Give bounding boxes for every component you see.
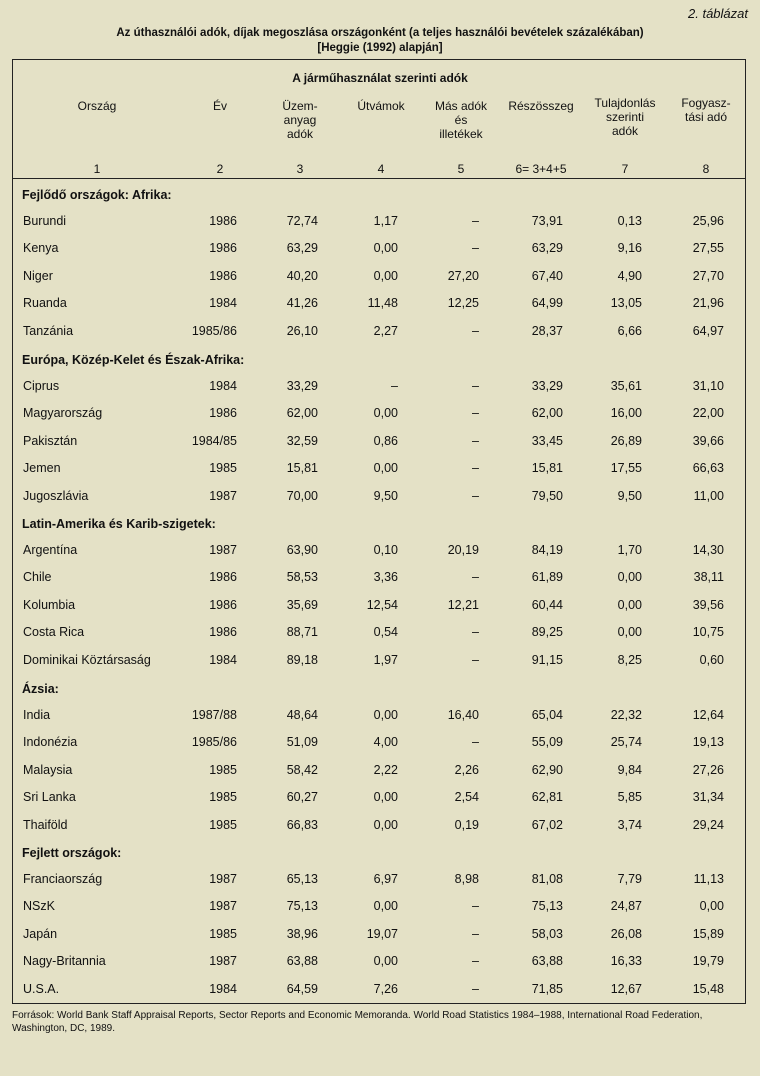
value-cell: 58,03 bbox=[531, 926, 563, 941]
value-cell: – bbox=[472, 570, 479, 585]
country-cell: U.S.A. bbox=[23, 981, 60, 996]
value-cell: 0,54 bbox=[373, 625, 398, 640]
value-cell: 66,63 bbox=[692, 461, 724, 476]
value-cell: – bbox=[472, 214, 479, 228]
value-cell: – bbox=[472, 323, 479, 338]
value-cell: 1,70 bbox=[617, 543, 642, 557]
value-cell: 55,09 bbox=[531, 735, 563, 750]
table-number: 2. táblázat bbox=[688, 6, 748, 21]
value-cell: 27,55 bbox=[692, 241, 724, 256]
value-cell: 15,81 bbox=[286, 461, 318, 476]
country-cell: Kenya bbox=[23, 241, 59, 256]
country-cell: Malaysia bbox=[23, 762, 73, 777]
value-cell: 0,00 bbox=[373, 406, 398, 421]
value-cell: 1985/86 bbox=[191, 323, 237, 338]
value-cell: 63,90 bbox=[286, 543, 318, 557]
value-cell: 25,96 bbox=[692, 214, 724, 228]
value-cell: 24,87 bbox=[610, 899, 642, 914]
value-cell: – bbox=[472, 735, 479, 750]
value-cell: 3,74 bbox=[617, 817, 642, 832]
value-cell: 0,00 bbox=[373, 790, 398, 805]
table-title: Az úthasználói adók, díjak megoszlása országonként (a teljes használói bevételek százalékában) bbox=[116, 27, 644, 39]
value-cell: 33,45 bbox=[531, 433, 563, 448]
group-header: A járműhasználat szerinti adók bbox=[292, 71, 468, 85]
value-cell: 1987/88 bbox=[191, 708, 237, 722]
value-cell: 1987 bbox=[209, 488, 237, 503]
value-cell: 81,08 bbox=[531, 872, 563, 886]
column-number-8: 8 bbox=[702, 162, 710, 176]
value-cell: 1984 bbox=[209, 981, 237, 996]
value-cell: 1986 bbox=[209, 268, 237, 283]
value-cell: 1984 bbox=[209, 379, 237, 393]
value-cell: – bbox=[472, 433, 479, 448]
value-cell: 62,90 bbox=[531, 762, 563, 777]
value-cell: 15,89 bbox=[692, 926, 724, 941]
value-cell: 61,89 bbox=[531, 570, 563, 585]
value-cell: 12,67 bbox=[610, 981, 642, 996]
value-cell: – bbox=[472, 488, 479, 503]
value-cell: 35,69 bbox=[286, 597, 318, 612]
value-cell: – bbox=[472, 461, 479, 476]
value-cell: 2,54 bbox=[454, 790, 479, 805]
country-cell: Jugoszlávia bbox=[23, 488, 89, 503]
value-cell: 79,50 bbox=[531, 488, 563, 503]
country-cell: NSzK bbox=[23, 899, 55, 914]
value-cell: 1987 bbox=[209, 872, 237, 886]
value-cell: 16,00 bbox=[610, 406, 642, 421]
column-header-7: Tulajdonlás szerinti adók bbox=[594, 96, 656, 138]
column-header-2: Év bbox=[212, 99, 227, 113]
header-separator bbox=[12, 178, 746, 179]
value-cell: – bbox=[472, 926, 479, 941]
value-cell: 12,25 bbox=[447, 296, 479, 311]
value-cell: 62,81 bbox=[531, 790, 563, 805]
value-cell: 65,13 bbox=[286, 872, 318, 886]
value-cell: 26,10 bbox=[286, 323, 318, 338]
value-cell: 12,21 bbox=[447, 597, 479, 612]
value-cell: 27,26 bbox=[692, 762, 724, 777]
value-cell: 89,18 bbox=[286, 652, 318, 667]
value-cell: 84,19 bbox=[531, 543, 563, 557]
value-cell: 38,11 bbox=[693, 570, 724, 585]
value-cell: 8,98 bbox=[454, 872, 479, 886]
value-cell: 25,74 bbox=[610, 735, 642, 750]
country-cell: Ruanda bbox=[23, 296, 67, 311]
value-cell: 4,00 bbox=[373, 735, 398, 750]
value-cell: 2,22 bbox=[373, 762, 398, 777]
value-cell: 1985 bbox=[209, 790, 237, 805]
country-cell: Niger bbox=[23, 268, 53, 283]
value-cell: 35,61 bbox=[610, 379, 642, 393]
value-cell: 22,00 bbox=[692, 406, 724, 421]
value-cell: – bbox=[472, 379, 479, 393]
value-cell: – bbox=[391, 379, 398, 393]
value-cell: 1986 bbox=[209, 241, 237, 256]
value-cell: 7,26 bbox=[373, 981, 398, 996]
value-cell: 20,19 bbox=[447, 543, 479, 557]
country-cell: Franciaország bbox=[23, 872, 103, 886]
value-cell: 2,26 bbox=[454, 762, 479, 777]
country-cell: Sri Lanka bbox=[23, 790, 76, 805]
value-cell: 1987 bbox=[209, 899, 237, 914]
value-cell: 0,13 bbox=[617, 214, 642, 228]
section-heading: Fejlődő országok: Afrika: bbox=[22, 188, 172, 202]
value-cell: 91,15 bbox=[531, 652, 563, 667]
country-cell: Jemen bbox=[23, 461, 61, 476]
value-cell: 7,79 bbox=[617, 872, 642, 886]
value-cell: 64,59 bbox=[286, 981, 318, 996]
value-cell: 1986 bbox=[209, 597, 237, 612]
value-cell: 60,44 bbox=[531, 597, 563, 612]
country-cell: Dominikai Köztársaság bbox=[23, 652, 151, 667]
column-number-3: 3 bbox=[296, 162, 304, 176]
value-cell: 0,00 bbox=[373, 817, 398, 832]
column-header-4: Útvámok bbox=[357, 99, 405, 113]
country-cell: Magyarország bbox=[23, 406, 103, 421]
country-cell: Japán bbox=[23, 926, 58, 941]
value-cell: 13,05 bbox=[610, 296, 642, 311]
value-cell: 32,59 bbox=[286, 433, 318, 448]
column-header-8: Fogyasz- tási adó bbox=[681, 96, 731, 124]
section-heading: Ázsia: bbox=[22, 682, 59, 696]
value-cell: 64,97 bbox=[692, 323, 724, 338]
value-cell: 1985 bbox=[209, 762, 237, 777]
value-cell: 26,08 bbox=[610, 926, 642, 941]
value-cell: 9,50 bbox=[617, 488, 642, 503]
value-cell: 1986 bbox=[209, 406, 237, 421]
value-cell: 0,00 bbox=[617, 570, 642, 585]
value-cell: 16,33 bbox=[610, 954, 642, 969]
column-header-5: Más adók és illetékek bbox=[434, 99, 488, 141]
value-cell: 17,55 bbox=[610, 461, 642, 476]
country-cell: Argentína bbox=[23, 543, 78, 557]
column-header-3: Üzem- anyag adók bbox=[282, 99, 318, 141]
country-cell: Thaiföld bbox=[23, 817, 68, 832]
column-number-7: 7 bbox=[621, 162, 629, 176]
value-cell: 1987 bbox=[209, 954, 237, 969]
country-cell: Ciprus bbox=[23, 379, 60, 393]
value-cell: 0,00 bbox=[699, 899, 724, 914]
value-cell: 16,40 bbox=[447, 708, 479, 722]
value-cell: 8,25 bbox=[617, 652, 642, 667]
value-cell: 15,48 bbox=[692, 981, 724, 996]
section-heading: Fejlett országok: bbox=[22, 846, 122, 860]
country-cell: India bbox=[23, 708, 51, 722]
value-cell: 0,00 bbox=[373, 241, 398, 256]
value-cell: 0,00 bbox=[373, 954, 398, 969]
country-cell: Indonézia bbox=[23, 735, 78, 750]
value-cell: 9,16 bbox=[617, 241, 642, 256]
value-cell: 0,00 bbox=[373, 461, 398, 476]
value-cell: 28,37 bbox=[531, 323, 563, 338]
country-cell: Costa Rica bbox=[23, 625, 85, 640]
column-number-6: 6= 3+4+5 bbox=[515, 162, 567, 176]
value-cell: 27,70 bbox=[692, 268, 724, 283]
value-cell: 6,66 bbox=[617, 323, 642, 338]
sources-note: Források: World Bank Staff Appraisal Reports, Sector Reports and Economic Memoranda. World Road Statistics 1984–1988, International Road Federation, Washington, DC, 1989. bbox=[12, 1010, 703, 1034]
value-cell: 64,99 bbox=[531, 296, 563, 311]
value-cell: 1986 bbox=[209, 214, 237, 228]
value-cell: 1984 bbox=[209, 296, 237, 311]
value-cell: 11,48 bbox=[367, 296, 398, 311]
value-cell: 1984/85 bbox=[191, 433, 237, 448]
value-cell: 31,34 bbox=[692, 790, 724, 805]
value-cell: 9,50 bbox=[373, 488, 398, 503]
value-cell: 33,29 bbox=[531, 379, 563, 393]
value-cell: 2,27 bbox=[373, 323, 398, 338]
column-number-5: 5 bbox=[457, 162, 465, 176]
country-cell: Burundi bbox=[23, 214, 67, 228]
value-cell: 0,00 bbox=[617, 597, 642, 612]
value-cell: 62,00 bbox=[286, 406, 318, 421]
value-cell: – bbox=[472, 241, 479, 256]
value-cell: 27,20 bbox=[447, 268, 479, 283]
value-cell: 1986 bbox=[209, 625, 237, 640]
value-cell: 1984 bbox=[209, 652, 237, 667]
value-cell: 65,04 bbox=[531, 708, 563, 722]
value-cell: 63,88 bbox=[286, 954, 318, 969]
value-cell: 0,00 bbox=[617, 625, 642, 640]
value-cell: 60,27 bbox=[286, 790, 318, 805]
value-cell: 29,24 bbox=[692, 817, 724, 832]
table-subtitle: [Heggie (1992) alapján] bbox=[317, 42, 443, 54]
value-cell: 72,74 bbox=[286, 214, 318, 228]
value-cell: 1985 bbox=[209, 926, 237, 941]
value-cell: 39,56 bbox=[692, 597, 724, 612]
value-cell: 33,29 bbox=[286, 379, 318, 393]
value-cell: 88,71 bbox=[286, 625, 318, 640]
value-cell: 75,13 bbox=[286, 899, 318, 914]
value-cell: 3,36 bbox=[373, 570, 398, 585]
country-cell: Tanzánia bbox=[23, 323, 74, 338]
column-number-4: 4 bbox=[377, 162, 385, 176]
value-cell: 1985 bbox=[209, 461, 237, 476]
value-cell: 1,97 bbox=[373, 652, 398, 667]
value-cell: 11,13 bbox=[693, 872, 724, 886]
value-cell: 66,83 bbox=[286, 817, 318, 832]
value-cell: 14,30 bbox=[692, 543, 724, 557]
value-cell: 63,88 bbox=[531, 954, 563, 969]
value-cell: 41,26 bbox=[286, 296, 318, 311]
value-cell: 0,60 bbox=[699, 652, 724, 667]
value-cell: – bbox=[472, 625, 479, 640]
value-cell: 39,66 bbox=[692, 433, 724, 448]
value-cell: 26,89 bbox=[610, 433, 642, 448]
value-cell: 10,75 bbox=[692, 625, 724, 640]
value-cell: 19,07 bbox=[366, 926, 398, 941]
value-cell: 67,40 bbox=[531, 268, 563, 283]
country-cell: Nagy-Britannia bbox=[23, 954, 106, 969]
value-cell: 63,29 bbox=[531, 241, 563, 256]
value-cell: 11,00 bbox=[693, 488, 724, 503]
value-cell: 19,79 bbox=[692, 954, 724, 969]
value-cell: 70,00 bbox=[286, 488, 318, 503]
value-cell: 48,64 bbox=[286, 708, 318, 722]
value-cell: 6,97 bbox=[373, 872, 398, 886]
value-cell: 1,17 bbox=[373, 214, 398, 228]
value-cell: 1987 bbox=[209, 543, 237, 557]
column-number-1: 1 bbox=[93, 162, 101, 176]
value-cell: – bbox=[472, 954, 479, 969]
country-cell: Pakisztán bbox=[23, 433, 78, 448]
value-cell: 51,09 bbox=[286, 735, 318, 750]
value-cell: 73,91 bbox=[531, 214, 563, 228]
value-cell: 89,25 bbox=[531, 625, 563, 640]
country-cell: Chile bbox=[23, 570, 52, 585]
value-cell: 71,85 bbox=[531, 981, 563, 996]
value-cell: 75,13 bbox=[531, 899, 563, 914]
value-cell: 0,10 bbox=[373, 543, 398, 557]
value-cell: 4,90 bbox=[617, 268, 642, 283]
value-cell: 38,96 bbox=[286, 926, 318, 941]
value-cell: 40,20 bbox=[286, 268, 318, 283]
value-cell: 31,10 bbox=[692, 379, 724, 393]
value-cell: 0,00 bbox=[373, 708, 398, 722]
value-cell: 21,96 bbox=[692, 296, 724, 311]
value-cell: – bbox=[472, 899, 479, 914]
value-cell: 9,84 bbox=[617, 762, 642, 777]
value-cell: 0,19 bbox=[454, 817, 479, 832]
value-cell: – bbox=[472, 652, 479, 667]
value-cell: 63,29 bbox=[286, 241, 318, 256]
value-cell: – bbox=[472, 981, 479, 996]
value-cell: 1986 bbox=[209, 570, 237, 585]
value-cell: 58,53 bbox=[286, 570, 318, 585]
section-heading: Latin-Amerika és Karib-szigetek: bbox=[22, 517, 216, 531]
value-cell: 0,86 bbox=[373, 433, 398, 448]
value-cell: 0,00 bbox=[373, 899, 398, 914]
value-cell: 0,00 bbox=[373, 268, 398, 283]
column-header-1: Ország bbox=[77, 99, 117, 113]
value-cell: 12,54 bbox=[366, 597, 398, 612]
value-cell: 1985/86 bbox=[191, 735, 237, 750]
value-cell: 15,81 bbox=[531, 461, 563, 476]
value-cell: 1985 bbox=[209, 817, 237, 832]
value-cell: 62,00 bbox=[531, 406, 563, 421]
value-cell: – bbox=[472, 406, 479, 421]
country-cell: Kolumbia bbox=[23, 597, 76, 612]
section-heading: Európa, Közép-Kelet és Észak-Afrika: bbox=[22, 353, 245, 367]
column-header-6: Részösszeg bbox=[508, 99, 574, 113]
value-cell: 58,42 bbox=[286, 762, 318, 777]
value-cell: 67,02 bbox=[531, 817, 563, 832]
value-cell: 5,85 bbox=[617, 790, 642, 805]
value-cell: 19,13 bbox=[692, 735, 724, 750]
value-cell: 22,32 bbox=[610, 708, 642, 722]
value-cell: 12,64 bbox=[692, 708, 724, 722]
column-number-2: 2 bbox=[216, 162, 224, 176]
